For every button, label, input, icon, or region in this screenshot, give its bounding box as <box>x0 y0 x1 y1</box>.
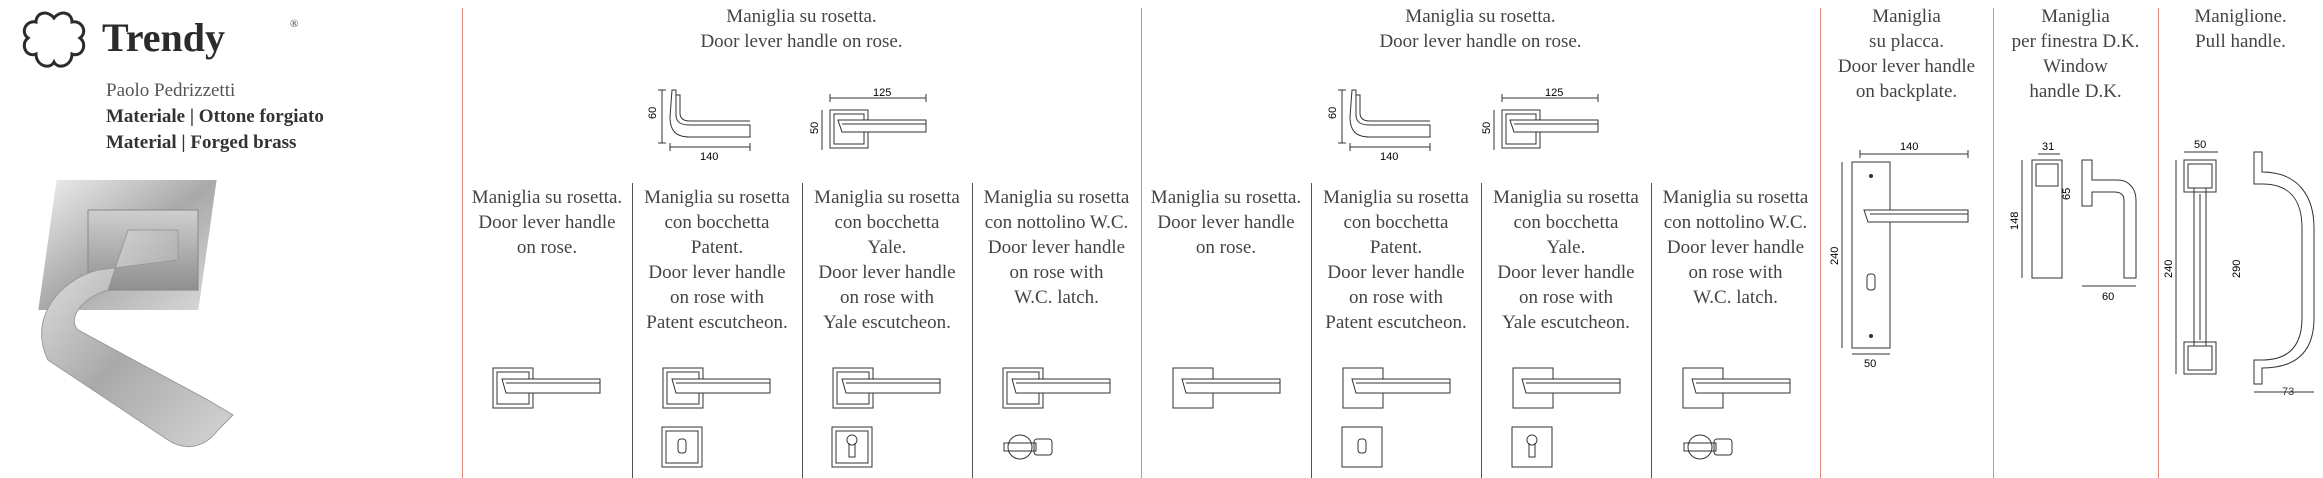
dim-depth: 73 <box>2282 386 2295 398</box>
dim-width: 140 <box>1900 141 1919 153</box>
yale-escutcheon-icon <box>1510 425 1556 471</box>
handle-front-icon <box>1340 365 1460 415</box>
handle-front-icon <box>660 365 780 415</box>
variant-label: Maniglia su rosetta con bocchetta Yale. Door lever handle on rose with Yale escutcheon. <box>1493 187 1639 333</box>
variant-label: Maniglia su rosetta con nottolino W.C. Door lever handle on rose with W.C. latch. <box>983 187 1130 308</box>
dim-height: 240 <box>1829 246 1841 265</box>
patent-escutcheon-icon <box>1340 425 1386 471</box>
dim-rose-width: 125 <box>1545 87 1564 99</box>
dim-width: 50 <box>2194 139 2207 151</box>
dim-depth: 65 <box>2061 187 2073 200</box>
dim-height: 148 <box>2009 211 2021 230</box>
rose-front-drawing <box>809 87 938 158</box>
dim-rose-width: 125 <box>873 87 892 99</box>
rose-front-drawing <box>1481 87 1610 158</box>
handle-front-icon <box>1680 365 1800 415</box>
handle-front-icon <box>490 365 610 415</box>
variant-label: Maniglia su rosetta con bocchetta Patent. Door lever handle on rose with Patent escutcheon. <box>1323 187 1469 333</box>
dim-height: 240 <box>2163 259 2175 278</box>
lever-side-drawing <box>1327 85 1450 165</box>
variant-label: Maniglia su rosetta con bocchetta Yale. Door lever handle on rose with Yale escutcheon. <box>814 187 960 333</box>
variant-label: Maniglia su rosetta con nottolino W.C. Door lever handle on rose with W.C. latch. <box>1662 187 1809 308</box>
dim-length: 140 <box>1380 151 1399 163</box>
variant-label: Maniglia su rosetta con bocchetta Patent. Door lever handle on rose with Patent escutcheon. <box>644 187 790 333</box>
variant-label: Maniglia su rosetta. Door lever handle on rose. <box>471 187 623 258</box>
dim-width: 31 <box>2042 141 2055 153</box>
dim-length: 60 <box>2102 291 2115 303</box>
dim-length: 140 <box>700 151 719 163</box>
backplate-drawing <box>1830 140 1980 370</box>
product-photo-image <box>18 170 298 470</box>
section-title: Maniglia per finestra D.K. Window handle D.K. <box>2011 6 2140 102</box>
dim-length: 290 <box>2231 259 2243 278</box>
handle-front-icon <box>830 365 950 415</box>
material-en: Material | Forged brass <box>106 132 297 153</box>
registered-mark: ® <box>290 18 299 30</box>
dim-rose-height: 50 <box>809 121 821 134</box>
section-title: Maniglia su rosetta. Door lever handle on rose. <box>1379 6 1582 52</box>
pull-handle-drawing <box>2158 138 2323 398</box>
handle-front-icon <box>1000 365 1120 415</box>
handle-front-icon <box>1510 365 1630 415</box>
window-handle-drawing <box>2008 140 2158 310</box>
dim-rose-height: 50 <box>1481 121 1493 134</box>
dim-height: 60 <box>1327 106 1339 119</box>
dim-height: 60 <box>647 106 659 119</box>
lever-side-drawing <box>647 85 770 165</box>
wc-latch-icon <box>1000 425 1060 471</box>
section-title: Maniglia su rosetta. Door lever handle on rose. <box>700 6 903 52</box>
yale-escutcheon-icon <box>830 425 876 471</box>
dim-plate-width: 50 <box>1864 358 1877 370</box>
wc-latch-icon <box>1680 425 1740 471</box>
section-title: Maniglione. Pull handle. <box>2194 6 2287 52</box>
brand-name: Trendy <box>102 15 225 60</box>
section-title: Maniglia su placca. Door lever handle on backplate. <box>1837 6 1976 102</box>
flower-logo-icon <box>22 8 86 72</box>
handle-front-icon <box>1170 365 1290 415</box>
patent-escutcheon-icon <box>660 425 706 471</box>
material-it: Materiale | Ottone forgiato <box>106 106 324 127</box>
designer-name: Paolo Pedrizzetti <box>106 80 236 101</box>
brand-block <box>22 8 322 68</box>
variant-label: Maniglia su rosetta. Door lever handle on rose. <box>1150 187 1302 258</box>
